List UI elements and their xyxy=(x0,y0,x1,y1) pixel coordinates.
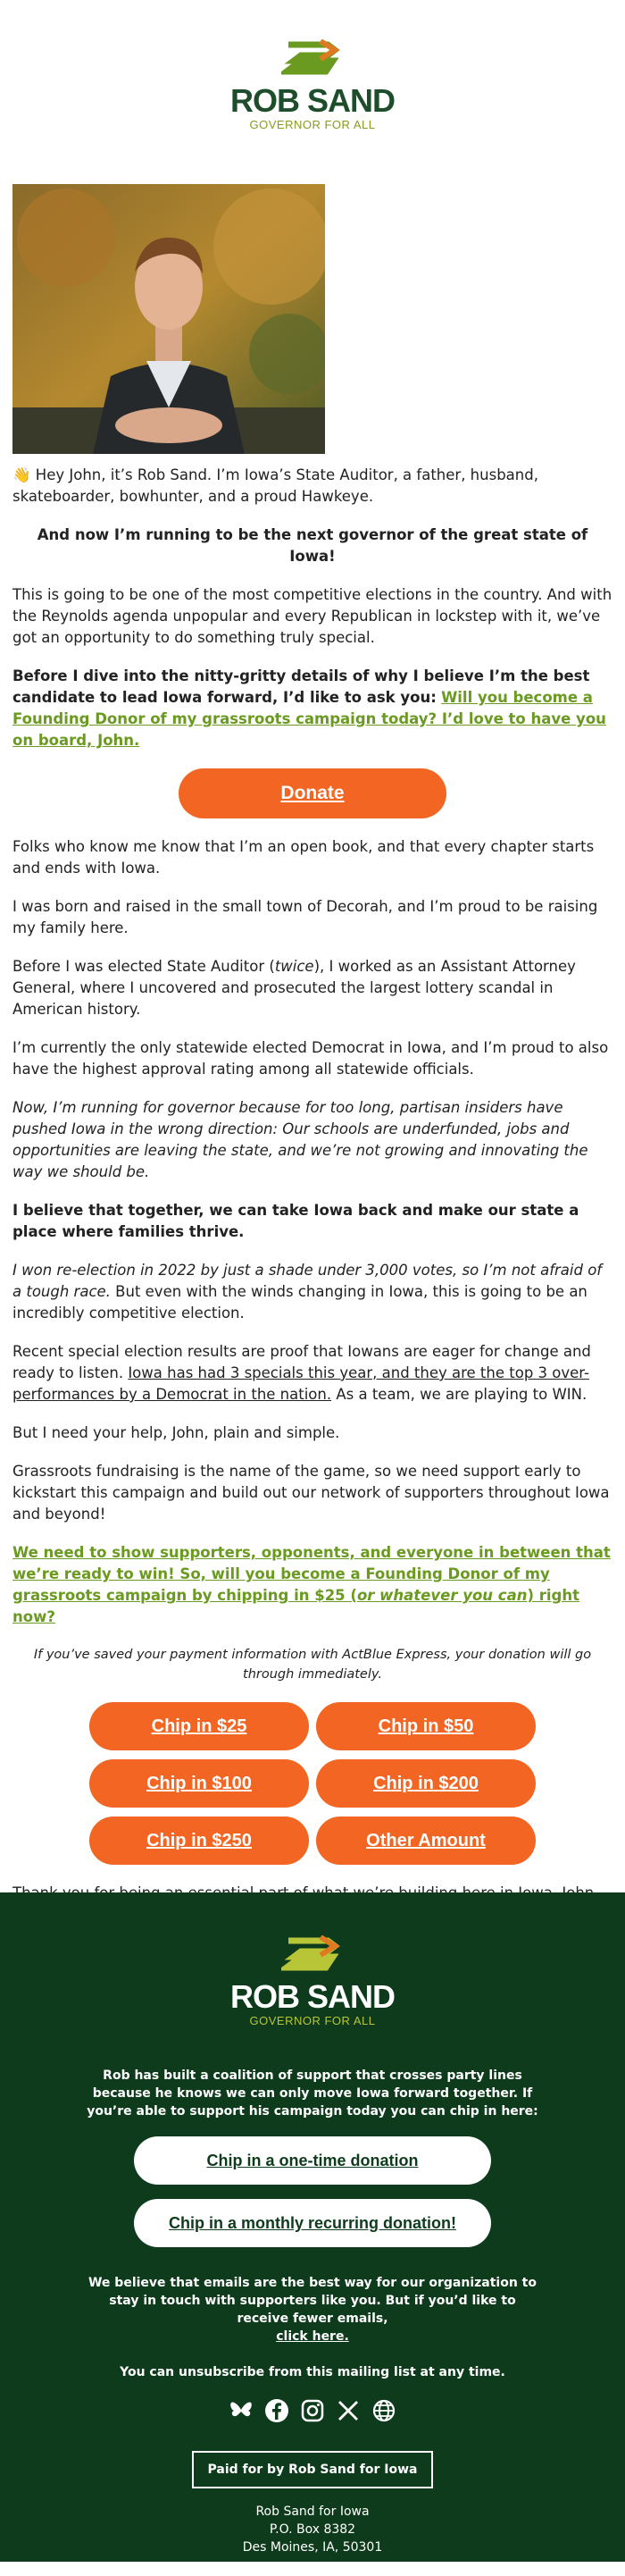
paragraph-10: But I need your help, John, plain and simple. xyxy=(12,1424,340,1441)
cta-emphasis: or whatever you can xyxy=(356,1587,528,1604)
emails-text xyxy=(85,2274,540,2345)
p4-emphasis: twice xyxy=(274,958,314,975)
p4-text-b: ), I worked as an Assistant Attorney General, where I uncovered and prosecuted the largest lottery scandal in American history. xyxy=(12,958,576,1018)
facebook-icon[interactable] xyxy=(263,2397,290,2424)
donate-button[interactable]: Donate xyxy=(179,768,446,818)
address-line-2: P.O. Box 8382 xyxy=(269,2522,356,2537)
logo-title: ROB SAND xyxy=(229,82,395,119)
one-time-donation-button[interactable]: Chip in a one-time donation xyxy=(134,2136,491,2185)
chip-in-grid xyxy=(12,1702,612,1865)
paragraph-9 xyxy=(12,1341,612,1405)
footer-logo-subtitle: GOVERNOR FOR ALL xyxy=(249,2014,376,2027)
sand-logo-mark-icon xyxy=(281,39,344,77)
bluesky-icon[interactable] xyxy=(228,2397,254,2424)
cta-paragraph xyxy=(12,1542,612,1628)
chip-25-button[interactable]: Chip in $25 xyxy=(89,1702,309,1750)
chip-50-button[interactable]: Chip in $50 xyxy=(316,1702,536,1750)
cta-text-a: We need to show supporters, opponents, and everyone in between that we’re ready to win! So, will you become a Founding Donor of my grassroots campaign by chipping in $25 ( xyxy=(12,1544,611,1604)
p8-text: But even with the winds changing in Iowa, this is going to be an incredibly competitive election. xyxy=(12,1283,588,1322)
footer-logo xyxy=(0,1892,625,2027)
paragraph-5: I’m currently the only statewide elected Democrat in Iowa, and I’m proud to also have the highest approval rating among all statewide officials. xyxy=(12,1039,609,1078)
p9-text-a: Recent special election results are proof that Iowans are eager for change and ready to listen. xyxy=(12,1343,591,1381)
paragraph-2: Folks who know me know that I’m an open book, and that every chapter starts and ends with Iowa. xyxy=(12,838,595,877)
footer-sand-logo-mark-icon xyxy=(281,1935,344,1973)
p4-text-a: Before I was elected State Auditor ( xyxy=(12,958,275,975)
emails-text-span: We believe that emails are the best way for our organization to stay in touch with supporters like you. But if you’d like to receive fewer emails, xyxy=(88,2276,537,2326)
p9-text-b: As a team, we are playing to WIN. xyxy=(331,1386,588,1403)
paragraph-1: This is going to be one of the most competitive elections in the country. And with the Reynolds agenda unpopular and every Republican in lockstep with it, we’ve got an opportunity to do something truly special. xyxy=(12,586,612,646)
p8-emphasis: I won re-election in 2022 by just a shade under 3,000 votes, so I’m not afraid of a tough race. xyxy=(12,1262,603,1300)
paragraph-8 xyxy=(12,1260,612,1324)
p7-bold: I believe that together, we can take Iowa back and make our state a place where families thrive. xyxy=(12,1202,579,1240)
headline-text: And now I’m running to be the next governor of the great state of Iowa! xyxy=(37,526,588,565)
chip-100-button[interactable]: Chip in $100 xyxy=(89,1759,309,1808)
header-logo xyxy=(12,0,612,145)
address-line-1: Rob Sand for Iowa xyxy=(255,2505,370,2519)
paragraph-6 xyxy=(12,1097,612,1183)
chip-250-button[interactable]: Chip in $250 xyxy=(89,1817,309,1865)
cta-text-b: ) right now? xyxy=(12,1587,579,1625)
other-amount-button[interactable]: Other Amount xyxy=(316,1817,536,1865)
social-links xyxy=(0,2397,625,2424)
website-icon[interactable] xyxy=(371,2397,397,2424)
p6-emphasis: Now, I’m running for governor because for too long, partisan insiders have pushed Iowa in the wrong direction: Our schools are underfunded, jobs and opportunities are leaving the state, and we’re not growing and innovating the way we should be. xyxy=(12,1099,588,1180)
candidate-photo xyxy=(12,184,325,454)
paragraph-4 xyxy=(12,956,612,1020)
ask-bold-text: Before I dive into the nitty-gritty details of why I believe I’m the best candidate to lead Iowa forward, I’d like to ask you: xyxy=(12,667,590,706)
footer xyxy=(0,1892,625,2562)
unsubscribe-text: You can unsubscribe from this mailing list at any time. xyxy=(120,2365,505,2379)
intro-paragraph xyxy=(12,465,612,508)
paragraph-7 xyxy=(12,1200,612,1243)
monthly-donation-button[interactable]: Chip in a monthly recurring donation! xyxy=(134,2199,491,2247)
paragraph-11: Grassroots fundraising is the name of the game, so we need support early to kickstart this campaign and build out our network of supporters throughout Iowa and beyond! xyxy=(12,1463,610,1523)
fewer-emails-link[interactable]: click here. xyxy=(276,2329,349,2344)
address-line-3: Des Moines, IA, 50301 xyxy=(242,2540,383,2555)
x-icon[interactable] xyxy=(335,2397,362,2424)
intro-text: Hey John, it’s Rob Sand. I’m Iowa’s State Auditor, a father, husband, skateboarder, bowhunter, and a proud Hawkeye. xyxy=(12,466,538,505)
paid-for-box: Paid for by Rob Sand for Iowa xyxy=(192,2451,434,2488)
headline xyxy=(12,524,612,567)
cta-link[interactable] xyxy=(12,1544,611,1625)
coalition-text: Rob has built a coalition of support that crosses party lines because he knows we can only move Iowa forward together. If you’re able to support his campaign today you can chip in here: xyxy=(87,2068,538,2119)
chip-200-button[interactable]: Chip in $200 xyxy=(316,1759,536,1808)
special-elections-link[interactable]: Iowa has had 3 specials this year, and they are the top 3 over-performances by a Democrat in the nation. xyxy=(12,1364,589,1403)
instagram-icon[interactable] xyxy=(299,2397,326,2424)
founding-donor-link[interactable]: Will you become a Founding Donor of my grassroots campaign today? I’d love to have you on board, John. xyxy=(12,689,606,749)
ask-paragraph xyxy=(12,666,612,751)
mailing-address xyxy=(0,2503,625,2556)
footer-logo-title: ROB SAND xyxy=(229,1978,395,2015)
paragraph-3: I was born and raised in the small town of Decorah, and I’m proud to be raising my family here. xyxy=(12,898,598,936)
waving-hand-icon: 👋 xyxy=(12,466,31,483)
logo-subtitle: GOVERNOR FOR ALL xyxy=(249,118,376,131)
actblue-note: If you’ve saved your payment information with ActBlue Express, your donation will go through immediately. xyxy=(33,1648,592,1682)
